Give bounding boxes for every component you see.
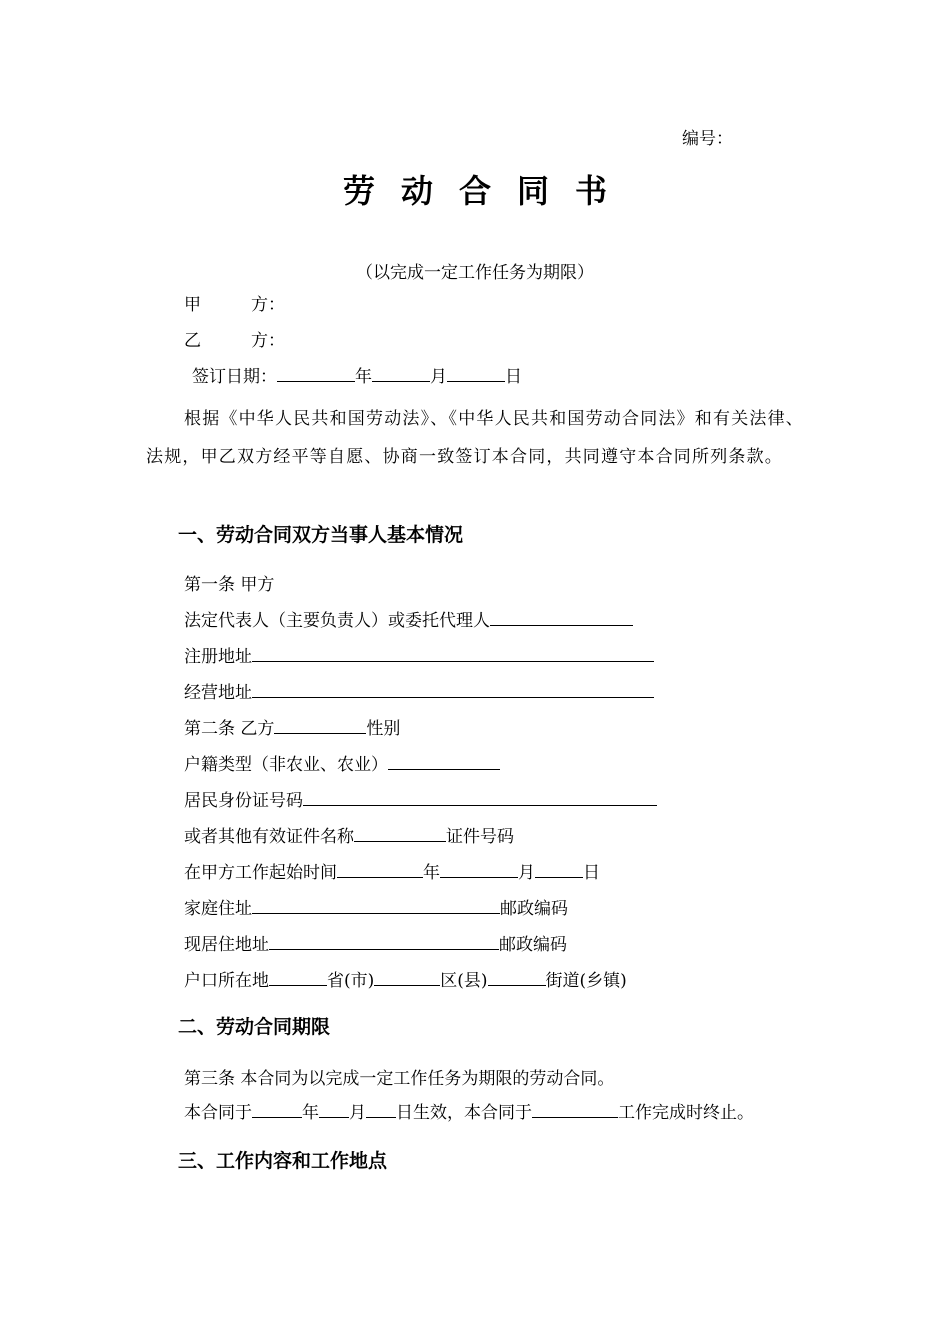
start-time-row: [184, 862, 600, 884]
effective-row: [184, 1102, 754, 1124]
effective-month-blank[interactable]: [319, 1102, 349, 1118]
article2-label: 第二条 乙方: [184, 719, 275, 739]
effective-prefix: 本合同于: [184, 1103, 252, 1123]
home-address-row: [184, 898, 568, 920]
biz-address-blank[interactable]: [252, 682, 654, 698]
hukou-street-blank[interactable]: [488, 970, 546, 986]
start-day-blank[interactable]: [535, 862, 583, 878]
hukou-province-blank[interactable]: [269, 970, 327, 986]
biz-address-label: 经营地址: [184, 683, 252, 703]
party-b-char1: 乙: [184, 331, 201, 351]
cert-no-label: 证件号码: [446, 827, 514, 847]
section3-heading: 三、工作内容和工作地点: [178, 1150, 388, 1172]
start-day-label: 日: [583, 863, 600, 883]
document-title: 劳动合同书: [342, 172, 633, 210]
current-postcode-label: 邮政编码: [499, 935, 567, 955]
sign-date-row: [192, 366, 522, 388]
hukou-label: 户口所在地: [184, 971, 269, 991]
party-b-char2: 方：: [251, 331, 285, 351]
effective-day-blank[interactable]: [366, 1102, 396, 1118]
start-month-blank[interactable]: [440, 862, 518, 878]
reg-address-blank[interactable]: [252, 646, 654, 662]
legal-rep-blank[interactable]: [490, 610, 633, 626]
start-time-label: 在甲方工作起始时间: [184, 863, 337, 883]
section1-heading: 一、劳动合同双方当事人基本情况: [178, 524, 464, 546]
id-number-label: 居民身份证号码: [184, 791, 303, 811]
sign-day-label: 日: [505, 367, 522, 387]
home-address-blank[interactable]: [252, 898, 500, 914]
id-number-row: [184, 790, 657, 812]
start-month-label: 月: [518, 863, 535, 883]
effective-year-label: 年: [302, 1103, 319, 1123]
sign-year-blank[interactable]: [277, 366, 355, 382]
sign-month-blank[interactable]: [372, 366, 430, 382]
district-label: 区(县): [440, 971, 488, 991]
hukou-district-blank[interactable]: [374, 970, 440, 986]
current-address-blank[interactable]: [269, 934, 499, 950]
household-type-label: 户籍类型（非农业、农业）: [184, 755, 388, 775]
party-b-name-blank[interactable]: [274, 718, 366, 734]
article1-line: 第一条 甲方: [184, 575, 275, 595]
id-number-blank[interactable]: [303, 790, 657, 806]
document-subtitle: （以完成一定工作任务为期限）: [356, 263, 594, 283]
home-postcode-label: 邮政编码: [500, 899, 568, 919]
gender-label: 性别: [366, 719, 401, 739]
section2-heading: 二、劳动合同期限: [178, 1016, 331, 1038]
sign-year-label: 年: [355, 367, 372, 387]
home-address-label: 家庭住址: [184, 899, 252, 919]
start-year-blank[interactable]: [337, 862, 423, 878]
legal-rep-row: [184, 610, 633, 632]
task-blank[interactable]: [532, 1102, 618, 1118]
party-b-row: [184, 330, 285, 352]
sign-month-label: 月: [430, 367, 447, 387]
effective-month-label: 月: [349, 1103, 366, 1123]
reg-address-label: 注册地址: [184, 647, 252, 667]
reg-address-row: [184, 646, 654, 668]
article3-line: 第三条 本合同为以完成一定工作任务为期限的劳动合同。: [184, 1069, 615, 1089]
biz-address-row: [184, 682, 654, 704]
legal-rep-label: 法定代表人（主要负责人）或委托代理人: [184, 611, 490, 631]
party-a-char2: 方：: [251, 295, 285, 315]
preamble-paragraph: 根据《中华人民共和国劳动法》、《中华人民共和国劳动合同法》和有关法律、法规，甲乙双方经平等自愿、协商一致签订本合同，共同遵守本合同所列条款。: [146, 409, 804, 467]
province-label: 省(市): [327, 971, 375, 991]
contract-number-label: 编号：: [682, 129, 733, 149]
effective-year-blank[interactable]: [252, 1102, 302, 1118]
article2-row: [184, 718, 400, 740]
party-a-char1: 甲: [184, 295, 201, 315]
household-type-blank[interactable]: [388, 754, 500, 770]
sign-date-label: 签订日期：: [192, 367, 277, 387]
other-id-row: [184, 826, 514, 848]
effective-day-label: 日生效，本合同于: [396, 1103, 532, 1123]
street-label: 街道(乡镇): [545, 971, 627, 991]
sign-day-blank[interactable]: [447, 366, 505, 382]
hukou-row: [184, 970, 627, 992]
terminate-label: 工作完成时终止。: [618, 1103, 754, 1123]
other-id-label: 或者其他有效证件名称: [184, 827, 354, 847]
household-type-row: [184, 754, 500, 776]
start-year-label: 年: [423, 863, 440, 883]
other-id-blank[interactable]: [354, 826, 446, 842]
party-a-row: [184, 294, 285, 316]
current-address-label: 现居住地址: [184, 935, 269, 955]
current-address-row: [184, 934, 567, 956]
